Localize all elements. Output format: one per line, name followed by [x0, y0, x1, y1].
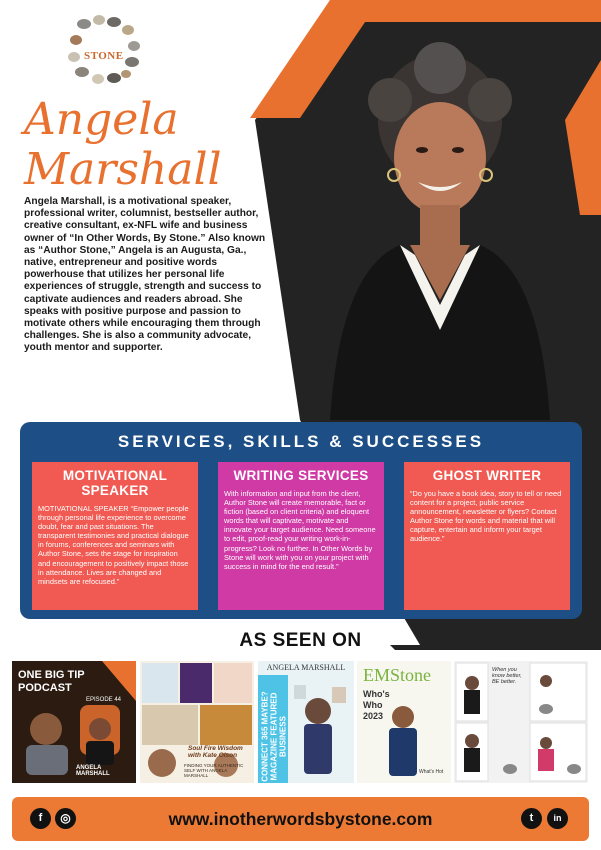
soul-fire-headline: Soul Fire Wisdom with Kate Olson	[188, 745, 243, 759]
quote-collage-cover	[454, 661, 588, 783]
cover-footer: What's Hot	[419, 769, 444, 775]
cover-brand: EMStone	[363, 665, 432, 685]
service-card-title: WRITING SERVICES	[233, 468, 369, 483]
podcast-title-line2: PODCAST	[18, 682, 72, 694]
last-name-heading: Marshall	[24, 144, 222, 195]
podcast-guest: ANGELA MARSHALL	[76, 765, 110, 777]
service-card-body: MOTIVATIONAL SPEAKER “Empower people through personal life experience to overcome doubt, fear and past situations. The transparent testimonies and practical dialogue in forums, conferences and seminars with Author Stone, sets the stage for inspiration and encouragement to positively impact those in attendance. Lives are changed and mindsets are refocused.”	[38, 504, 189, 586]
bio-paragraph: Angela Marshall, is a motivational speaker, professional writer, columnist, bestseller author, creative consultant, ex-NFL wife and business owner of “In Other Words, By Stone.” Also known as “Author Stone,” Angela is an Augusta, Ga., native, entrepreneur and positive words powerhouse that utilizes her personal life experiences of struggle, strength and success to captivate audiences and readers abroad. She speaks with positive purpose and passion to motivate others while encouraging them through challenges. She is also a community advocate, youth mentor and supporter.	[24, 196, 266, 354]
service-card-title: GHOST WRITER	[432, 468, 542, 483]
service-card-title: MOTIVATIONAL SPEAKER	[62, 468, 168, 498]
whos-who-cover	[357, 661, 451, 783]
facebook-icon[interactable]: f	[30, 808, 51, 829]
cover-portrait	[357, 661, 451, 783]
logo-wordmark: STONE	[84, 50, 124, 62]
service-card-ghost-writer	[404, 462, 570, 610]
as-seen-on-heading: AS SEEN ON	[239, 630, 362, 651]
services-panel	[20, 422, 582, 619]
soul-fire-wisdom-cover	[140, 661, 254, 783]
instagram-icon[interactable]: ◎	[55, 808, 76, 829]
podcast-title-line1: ONE BIG TIP	[18, 669, 85, 681]
service-card-writing-services	[218, 462, 384, 610]
service-card-motivational-speaker	[32, 462, 198, 610]
podcast-cover	[12, 661, 136, 783]
website-url[interactable]: www.inotherwordsbystone.com	[168, 809, 433, 829]
podcast-episode: EPISODE 44	[86, 697, 122, 703]
service-card-body: “Do you have a book idea, story to tell or need content for a project, public service announcement, newsletter or flyers? Contact Author Stone for words and material that will capture, entertain and inform your target audience.”	[410, 489, 562, 544]
cover-vertical-title: CONNECT 365 MAYBE? MAGAZINE FEATURED BUSINESS	[260, 691, 288, 782]
service-card-body: With information and input from the client, Author Stone will create memorable, fact or fiction (based on client criteria) and eloquent words that will captivate, motivate and innovate your target audience. Need someone to edit, proof-read your writing work-in-progress? Look no further. In Other Words by Stone will work with you on your project with success in mind for the end result.”	[224, 489, 376, 571]
twitter-icon[interactable]: t	[521, 808, 542, 829]
connect-365-cover	[258, 661, 354, 783]
cover-name: ANGELA MARSHALL	[266, 663, 346, 672]
footer-bar	[12, 797, 589, 841]
collage-quote: When you know better, BE better.	[492, 667, 522, 685]
cover-whos-who: Who's Who 2023	[363, 689, 390, 721]
soul-fire-subtitle: FINDING YOUR AUTHENTIC SELF WITH ANGELA MARSHALL	[184, 763, 244, 778]
services-title: SERVICES, SKILLS & SUCCESSES	[117, 432, 485, 451]
portrait-photo	[300, 40, 570, 420]
linkedin-icon[interactable]: in	[547, 808, 568, 829]
first-name-heading: Angela	[24, 94, 179, 145]
